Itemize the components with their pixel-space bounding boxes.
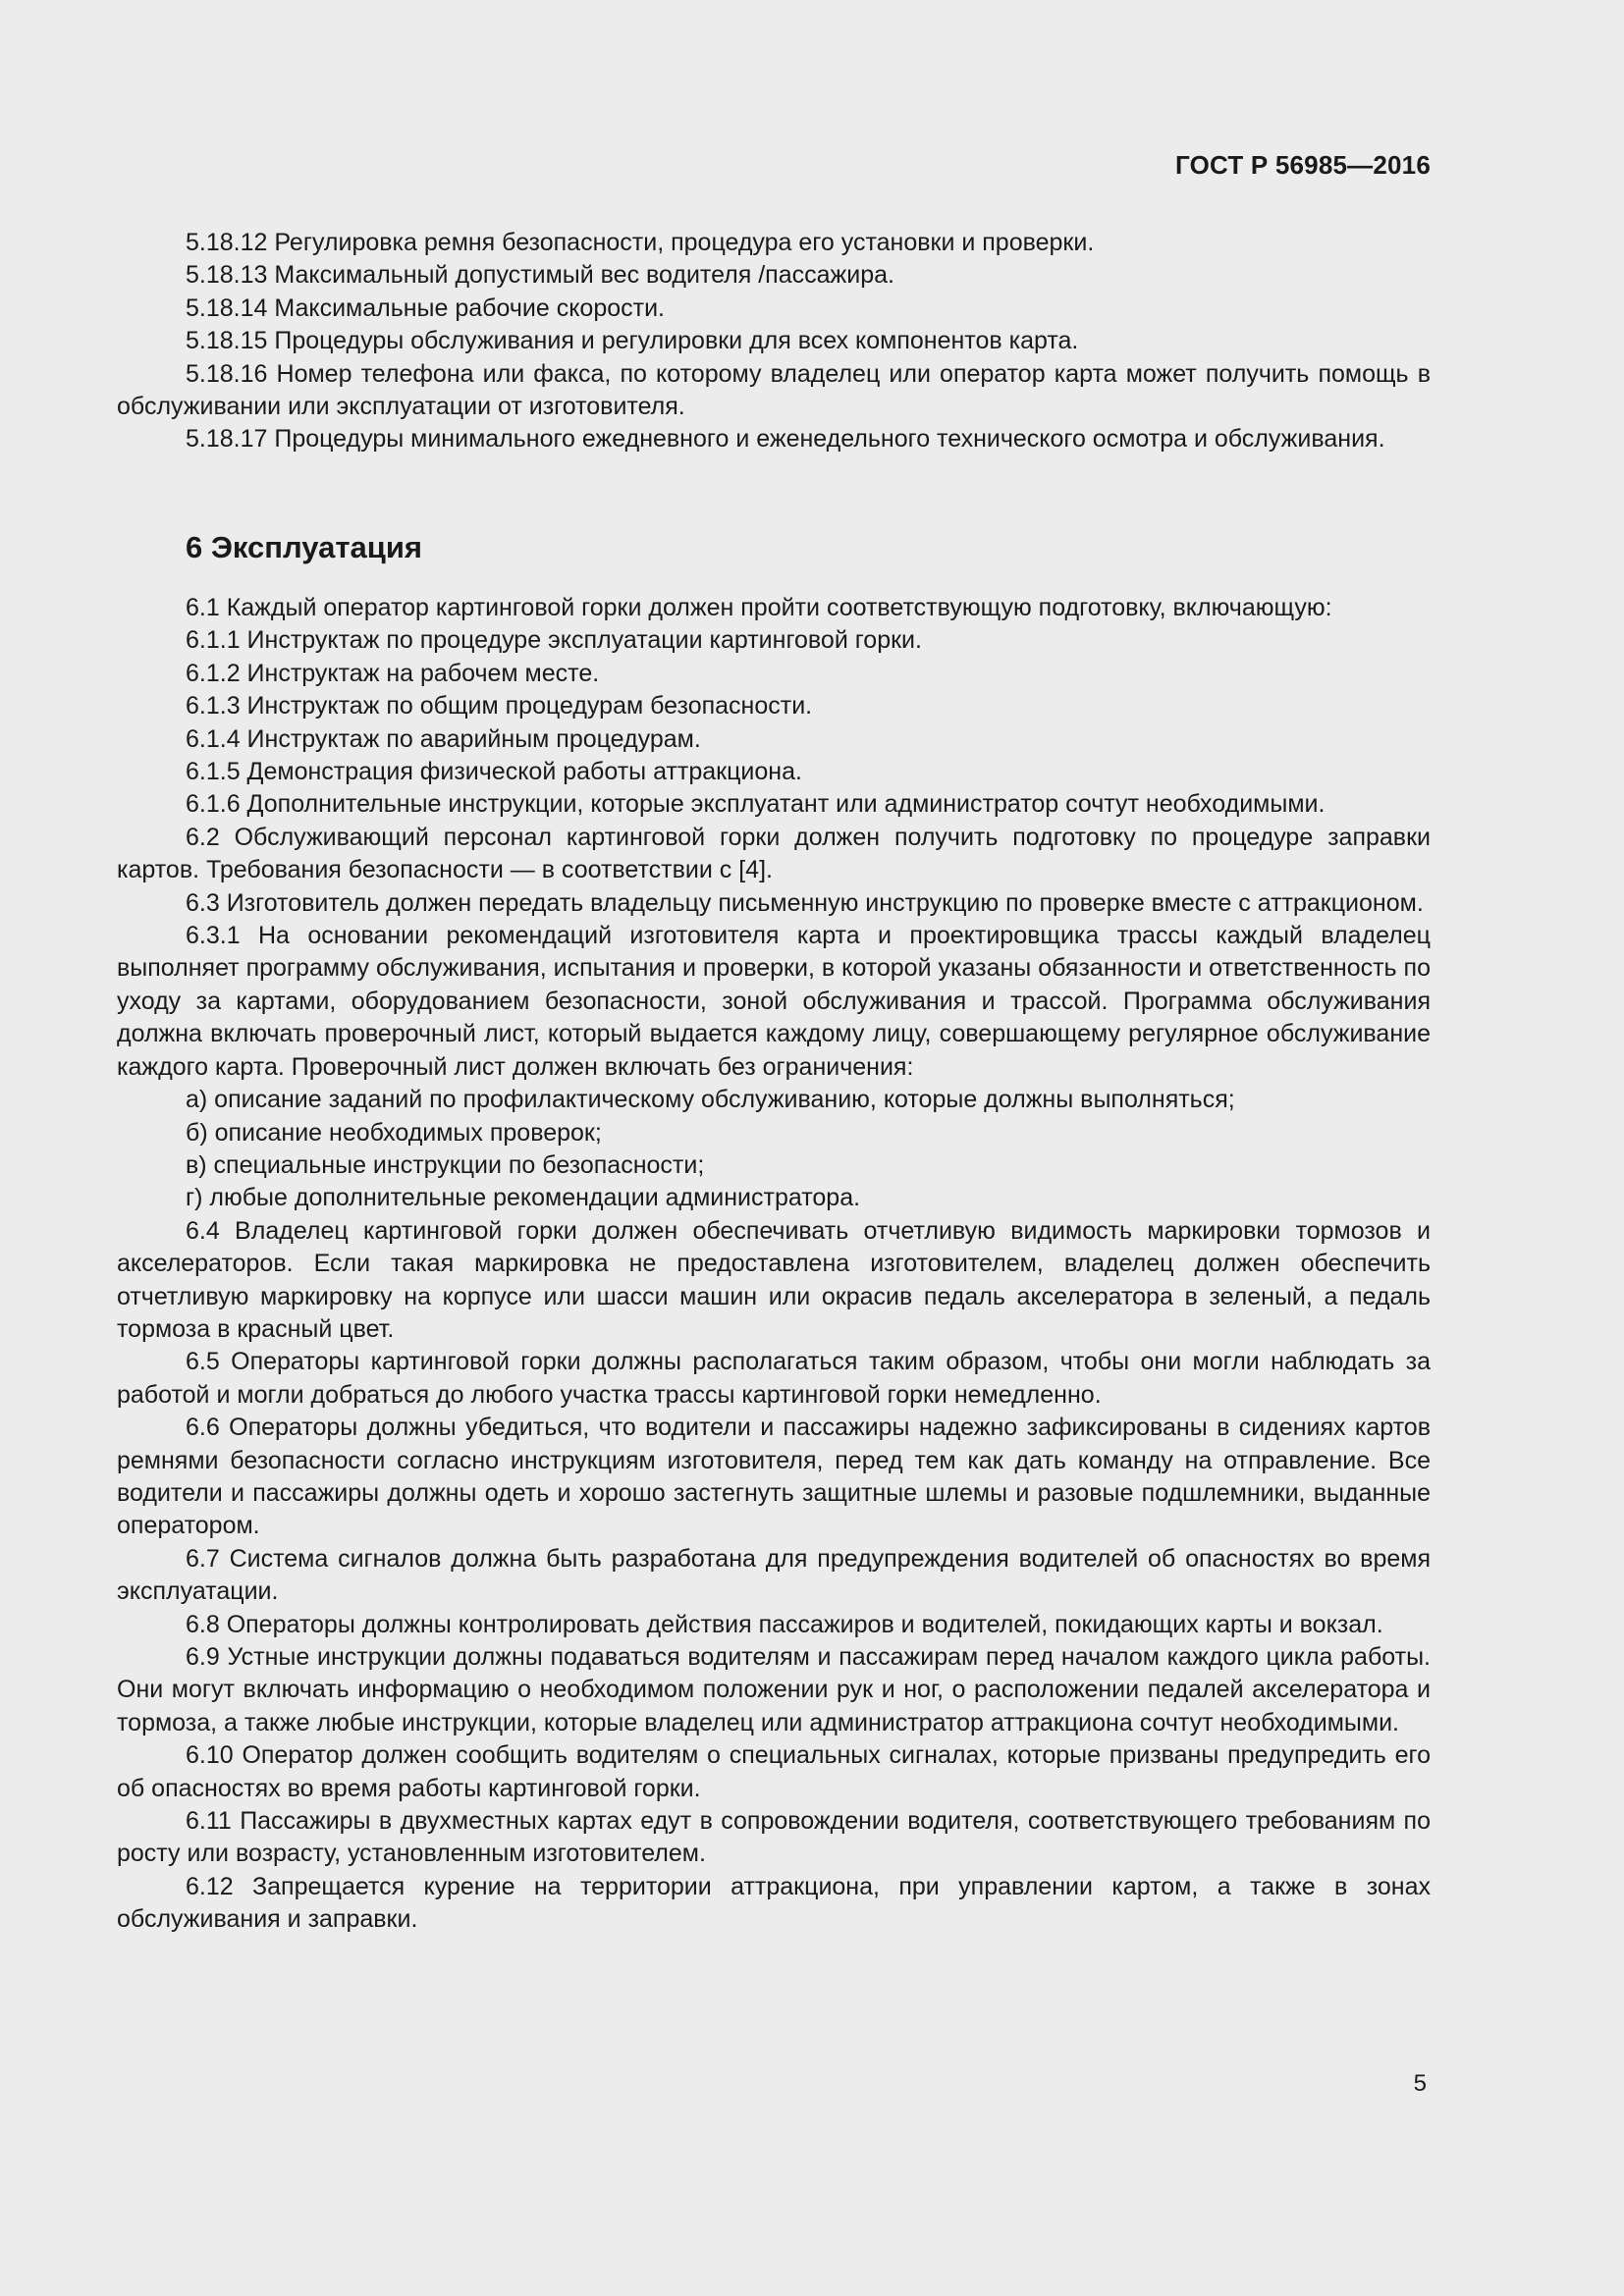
standard-code-header: ГОСТ Р 56985—2016	[1175, 150, 1431, 180]
clause-6-1: 6.1 Каждый оператор картинговой горки должен пройти соответствующую подготовку, включающую:	[186, 594, 1332, 621]
list-item-v: в) специальные инструкции по безопасности;	[186, 1150, 705, 1179]
section-6-body	[117, 592, 1431, 1937]
clause-5-18-14: 5.18.14 Максимальные рабочие скорости.	[186, 294, 665, 322]
list-item-b: б) описание необходимых проверок;	[186, 1118, 602, 1147]
clause-6-1-1: 6.1.1 Инструктаж по процедуре эксплуатации картинговой горки.	[186, 626, 922, 655]
clause-6-1-4: 6.1.4 Инструктаж по аварийным процедурам.	[186, 724, 701, 753]
list-item-a: а) описание заданий по профилактическому обслуживанию, которые должны выполняться;	[186, 1086, 1235, 1114]
clause-6-12: 6.12 Запрещается курение на территории аттракциона, при управлении картом, а также в зонах обслуживания и заправки.	[117, 1872, 1431, 1934]
clause-5-18-16: 5.18.16 Номер телефона или факса, по которому владелец или оператор карта может получить помощь в обслуживании или эксплуатации от изготовителя.	[117, 359, 1431, 421]
clause-6-3-1: 6.3.1 На основании рекомендаций изготовителя карта и проектировщика трассы каждый владелец выполняет программу обслуживания, испытания и проверки, в которой указаны обязанности и ответственность по уходу за картами, оборудованием безопасности, зоной обслуживания и трассой. Программа обслуживания должна включать проверочный лист, который выдается каждому лицу, совершающему регулярное обслуживание каждого карта. Проверочный лист должен включать без ограничения:	[117, 922, 1431, 1081]
clause-6-2: 6.2 Обслуживающий персонал картинговой горки должен получить подготовку по процедуре заправки картов. Требования безопасности — в соответствии с [4].	[117, 823, 1431, 884]
clause-5-18-12: 5.18.12 Регулировка ремня безопасности, процедура его установки и проверки.	[186, 229, 1095, 256]
list-item-g: г) любые дополнительные рекомендации администратора.	[186, 1184, 861, 1212]
clause-5-18-15: 5.18.15 Процедуры обслуживания и регулировки для всех компонентов карта.	[186, 327, 1079, 355]
clause-6-1-3: 6.1.3 Инструктаж по общим процедурам безопасности.	[186, 692, 813, 721]
clause-6-3: 6.3 Изготовитель должен передать владельцу письменную инструкцию по проверке вместе с аттракционом.	[186, 888, 1424, 917]
section-5-continuation	[117, 227, 1431, 456]
clause-6-5: 6.5 Операторы картинговой горки должны располагаться таким образом, чтобы они могли наблюдать за работой и могли добраться до любого участка трассы картинговой горки немедленно.	[117, 1348, 1431, 1409]
clause-6-8: 6.8 Операторы должны контролировать действия пассажиров и водителей, покидающих карты и вокзал.	[186, 1610, 1383, 1638]
clause-6-11: 6.11 Пассажиры в двухместных картах едут в сопровождении водителя, соответствующего требованиям по росту или возрасту, установленным изготовителем.	[117, 1807, 1431, 1868]
clause-6-4: 6.4 Владелец картинговой горки должен обеспечивать отчетливую видимость маркировки тормозов и акселераторов. Если такая маркировка не предоставлена изготовителем, владелец должен обеспечить отчетливую маркировку на корпусе или шасси машин или окрасив педаль акселератора в зеленый, а педаль тормоза в красный цвет.	[117, 1216, 1431, 1343]
clause-6-10: 6.10 Оператор должен сообщить водителям о специальных сигналах, которые призваны предупредить его об опасностях во время работы картинговой горки.	[117, 1741, 1431, 1802]
clause-6-1-6: 6.1.6 Дополнительные инструкции, которые эксплуатант или администратор сочтут необходимыми.	[186, 790, 1326, 819]
clause-6-9: 6.9 Устные инструкции должны подаваться водителям и пассажирам перед началом каждого цикла работы. Они могут включать информацию о необходимом положении рук и ног, о расположении педалей акселератора и тормоза, а также любые инструкции, которые владелец или администратор аттракциона сочтут необходимыми.	[117, 1643, 1431, 1736]
clause-5-18-17: 5.18.17 Процедуры минимального ежедневного и еженедельного технического осмотра и обслуживания.	[186, 425, 1385, 454]
clause-5-18-13: 5.18.13 Максимальный допустимый вес водителя /пассажира.	[186, 261, 894, 290]
clause-6-1-5: 6.1.5 Демонстрация физической работы аттракциона.	[186, 758, 802, 786]
clause-6-6: 6.6 Операторы должны убедиться, что водители и пассажиры надежно зафиксированы в сидениях картов ремнями безопасности согласно инструкциям изготовителя, перед тем как дать команду на отправление. Все водители и пассажиры должны одеть и хорошо застегнуть защитные шлемы и разовые подшлемники, выданные оператором.	[117, 1414, 1431, 1540]
page-number: 5	[1413, 2070, 1427, 2097]
clause-6-7: 6.7 Система сигналов должна быть разработана для предупреждения водителей об опасностях во время эксплуатации.	[117, 1544, 1431, 1606]
clause-6-1-2: 6.1.2 Инструктаж на рабочем месте.	[186, 659, 600, 687]
section-6-heading: 6 Эксплуатация	[186, 530, 422, 564]
